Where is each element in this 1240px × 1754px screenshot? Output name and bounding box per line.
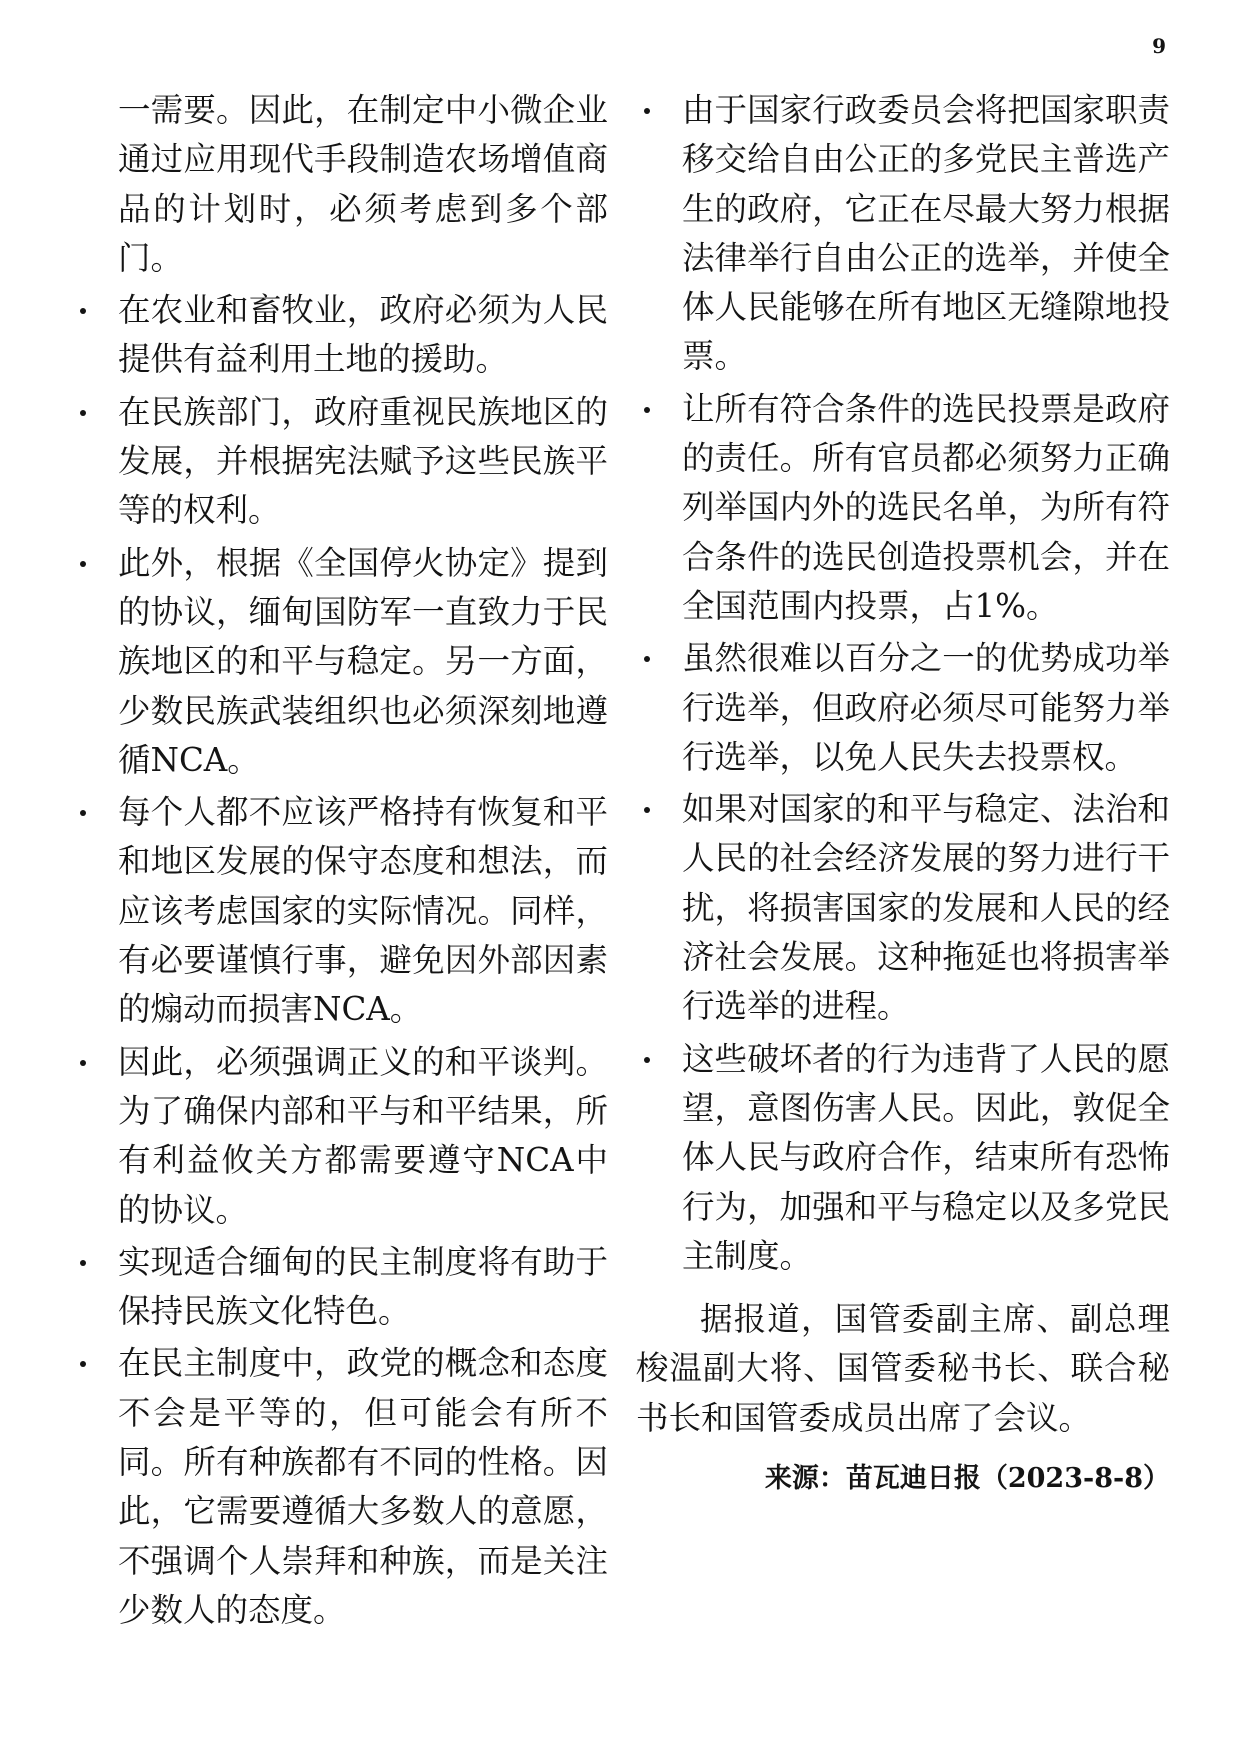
bullet-item [72, 286, 608, 385]
bullet-text: 在民族部门，政府重视民族地区的发展，并根据宪法赋予这些民族平等的权利。 [118, 392, 608, 530]
bullet-item [72, 1339, 608, 1635]
bullet-text: 如果对国家的和平与稳定、法治和人民的社会经济发展的努力进行干扰，将损害国家的发展和人民的经济社会发展。这种拖延也将损害举行选举的进程。 [682, 790, 1170, 1026]
left-bullet-list [72, 286, 608, 1635]
bullet-dot-icon [80, 810, 86, 816]
continued-text: 一需要。因此，在制定中小微企业通过应用现代手段制造农场增值商品的计划时，必须考虑到多个部门。 [118, 91, 608, 277]
bullet-item [72, 788, 608, 1034]
bullet-dot-icon [80, 1060, 86, 1066]
bullet-dot-icon [80, 308, 86, 314]
bullet-text: 因此，必须强调正义的和平谈判。为了确保内部和平与和平结果，所有利益攸关方都需要遵守NCA中的协议。 [118, 1042, 608, 1229]
bullet-text: 在民主制度中，政党的概念和态度不会是平等的，但可能会有所不同。所有种族都有不同的性格。因此，它需要遵循大多数人的意愿，不强调个人崇拜和种族，而是关注少数人的态度。 [118, 1344, 608, 1629]
bullet-text: 这些破坏者的行为违背了人民的愿望，意图伤害人民。因此，敦促全体人民与政府合作，结束所有恐怖行为，加强和平与稳定以及多党民主制度。 [682, 1039, 1170, 1275]
bullet-dot-icon [80, 561, 86, 567]
bullet-text: 实现适合缅甸的民主制度将有助于保持民族文化特色。 [118, 1242, 608, 1331]
bullet-item [72, 1038, 608, 1235]
bullet-text: 每个人都不应该严格持有恢复和平和地区发展的保守态度和想法，而应该考虑国家的实际情况。同样，有必要谨慎行事，避免因外部因素的煽动而损害NCA。 [118, 793, 608, 1029]
bullet-dot-icon [80, 1260, 86, 1266]
page-number: 9 [1152, 34, 1166, 58]
left-column [72, 86, 608, 1635]
closing-paragraph: 据报道，国管委副主席、副总理梭温副大将、国管委秘书长、联合秘书长和国管委成员出席了会议。 [636, 1300, 1170, 1437]
bullet-item [72, 539, 608, 785]
bullet-item [636, 785, 1170, 1031]
right-bullet-list [636, 86, 1170, 1281]
bullet-text: 由于国家行政委员会将把国家职责移交给自由公正的多党民主普选产生的政府，它正在尽最大努力根据法律举行自由公正的选举，并使全体人民能够在所有地区无缝隙地投票。 [682, 91, 1170, 376]
bullet-dot-icon [644, 656, 650, 662]
bullet-dot-icon [644, 807, 650, 813]
bullet-item [72, 388, 608, 536]
bullet-text: 虽然很难以百分之一的优势成功举行选举，但政府必须尽可能努力举行选举，以免人民失去投票权。 [682, 639, 1170, 776]
source-citation: 来源：苗瓦迪日报（2023-8-8） [764, 1463, 1170, 1495]
bullet-item [72, 1238, 608, 1337]
bullet-dot-icon [80, 410, 86, 416]
bullet-item [636, 634, 1170, 782]
bullet-text: 让所有符合条件的选民投票是政府的责任。所有官员都必须努力正确列举国内外的选民名单，为所有符合条件的选民创造投票机会，并在全国范围内投票，占1%。 [682, 389, 1170, 625]
bullet-item [636, 86, 1170, 382]
bullet-item [636, 385, 1170, 631]
bullet-dot-icon [80, 1361, 86, 1367]
bullet-dot-icon [644, 108, 650, 114]
bullet-dot-icon [644, 1057, 650, 1063]
right-column [636, 86, 1170, 1501]
bullet-dot-icon [644, 407, 650, 413]
bullet-text: 在农业和畜牧业，政府必须为人民提供有益利用土地的援助。 [118, 291, 608, 379]
bullet-item [636, 1035, 1170, 1281]
bullet-text: 此外，根据《全国停火协定》提到的协议，缅甸国防军一直致力于民族地区的和平与稳定。另一方面，少数民族武装组织也必须深刻地遵循NCA。 [118, 543, 608, 779]
